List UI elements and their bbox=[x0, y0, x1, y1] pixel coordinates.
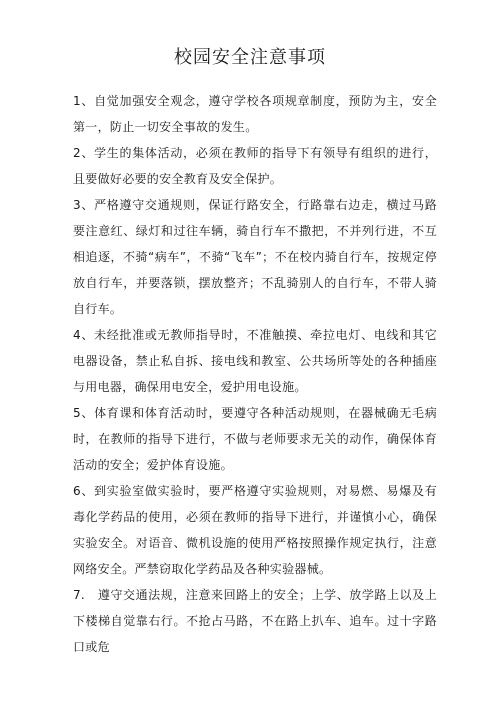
rule-item-5: 5、体育课和体育活动时，要遵守各种活动规则，在器械确无毛病时，在教师的指导下进行，不做与老师要求无关的动作，确保体育活动的安全；爱护体育设施。 bbox=[73, 406, 437, 472]
rule-item-2: 2、学生的集体活动，必须在教师的指导下有领导有组织的进行，且要做好必要的安全教育及安全保护。 bbox=[73, 146, 437, 186]
rule-item-7: 7. 遵守交通法规，注意来回路上的安全；上学、放学路上以及上下楼梯自觉靠右行。不抢占马路，不在路上扒车、追车。过十字路口或危 bbox=[73, 588, 437, 654]
rule-item-3: 3、严格遵守交通规则，保证行路安全，行路靠右边走，横过马路要注意红、绿灯和过往车辆，骑自行车不撒把，不并列行进，不互相追逐，不骑“病车”，不骑“飞车”；不在校内骑自行车，按规定停放自行车，并要落锁，摆放整齐；不乱骑别人的自行车，不带人骑自行车。 bbox=[73, 198, 437, 316]
rule-item-6: 6、到实验室做实验时，要严格遵守实验规则，对易燃、易爆及有毒化学药品的使用，必须在教师的指导下进行，并谨慎小心，确保实验安全。对语音、微机设施的使用严格按照操作规定执行，注意网络安全。严禁窃取化学药品及各种实验器械。 bbox=[73, 484, 437, 576]
rule-item-4: 4、未经批准或无教师指导时，不准触摸、牵拉电灯、电线和其它电器设备，禁止私自拆、接电线和教室、公共场所等处的各种插座与用电器，确保用电安全，爱护用电设施。 bbox=[73, 328, 437, 394]
document-title: 校园安全注意事项 bbox=[174, 47, 326, 68]
document-body bbox=[73, 88, 437, 660]
rule-item-1: 1、自觉加强安全观念，遵守学校各项规章制度，预防为主，安全第一，防止一切安全事故的发生。 bbox=[73, 94, 437, 134]
